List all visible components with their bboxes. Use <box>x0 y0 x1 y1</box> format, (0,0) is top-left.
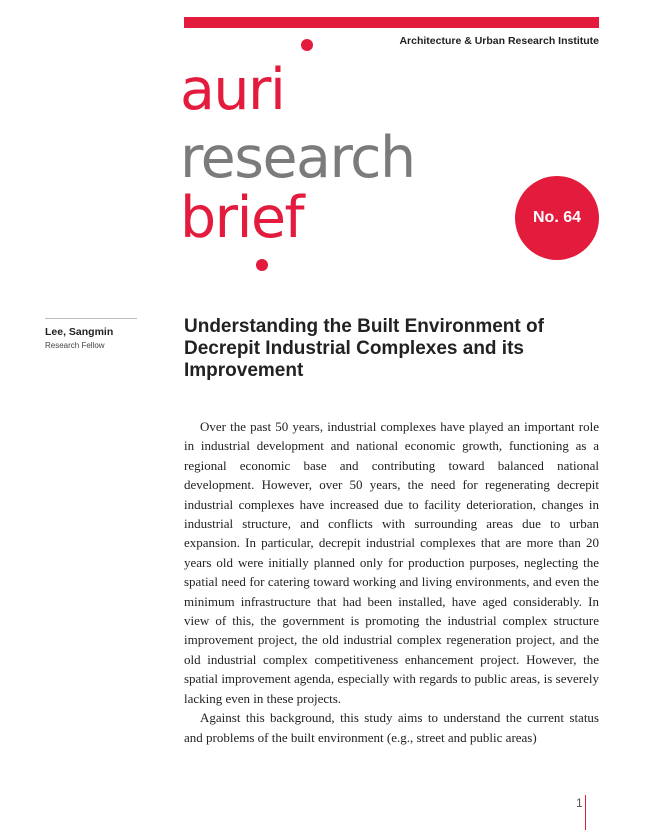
body-paragraph: Against this background, this study aims to understand the current status and problems of the built environment (e.g., street and public areas) <box>184 710 599 745</box>
author-role: Research Fellow <box>45 341 105 350</box>
top-accent-bar <box>184 17 599 28</box>
page-number-rule <box>585 795 586 830</box>
logo-word-research: research <box>180 125 415 191</box>
page-number: 1 <box>576 796 583 810</box>
article-body <box>184 417 599 747</box>
auri-research-brief-logo <box>180 38 480 278</box>
logo-word-auri: auri <box>180 57 285 123</box>
logo-word-brief: brief <box>180 185 304 251</box>
logo-dot-bottom <box>256 259 268 271</box>
issue-number-label: No. 64 <box>532 209 581 226</box>
article-title: Understanding the Built Environment of Decrepit Industrial Complexes and its Improvement <box>184 316 544 381</box>
issue-number-badge <box>515 176 599 260</box>
logo-dot-top <box>301 39 313 51</box>
institute-name: Architecture & Urban Research Institute <box>399 35 599 47</box>
body-paragraph: Over the past 50 years, industrial complexes have played an important role in industrial development and national economic growth, functioning as a regional economic base and contributing toward balanced national development. However, over 50 years, the need for regenerating decrepit industrial complexes have increased due to facility deterioration, changes in industrial structure, and conflicts with surrounding areas due to urban expansion. In particular, decrepit industrial complexes that are more than 20 years old were initially planned only for production purposes, neglecting the spatial need for catering toward working and living environments, and even the minimum infrastructure that had been installed, have aged considerably. In view of this, the government is promoting the industrial complex structure improvement project, the old industrial complex regeneration project, and the old industrial complex competitiveness enhancement project. However, the spatial improvement agenda, especially with regards to public areas, is severely lacking even in these projects. <box>184 419 599 706</box>
author-name: Lee, Sangmin <box>45 326 114 338</box>
author-divider <box>45 318 137 319</box>
